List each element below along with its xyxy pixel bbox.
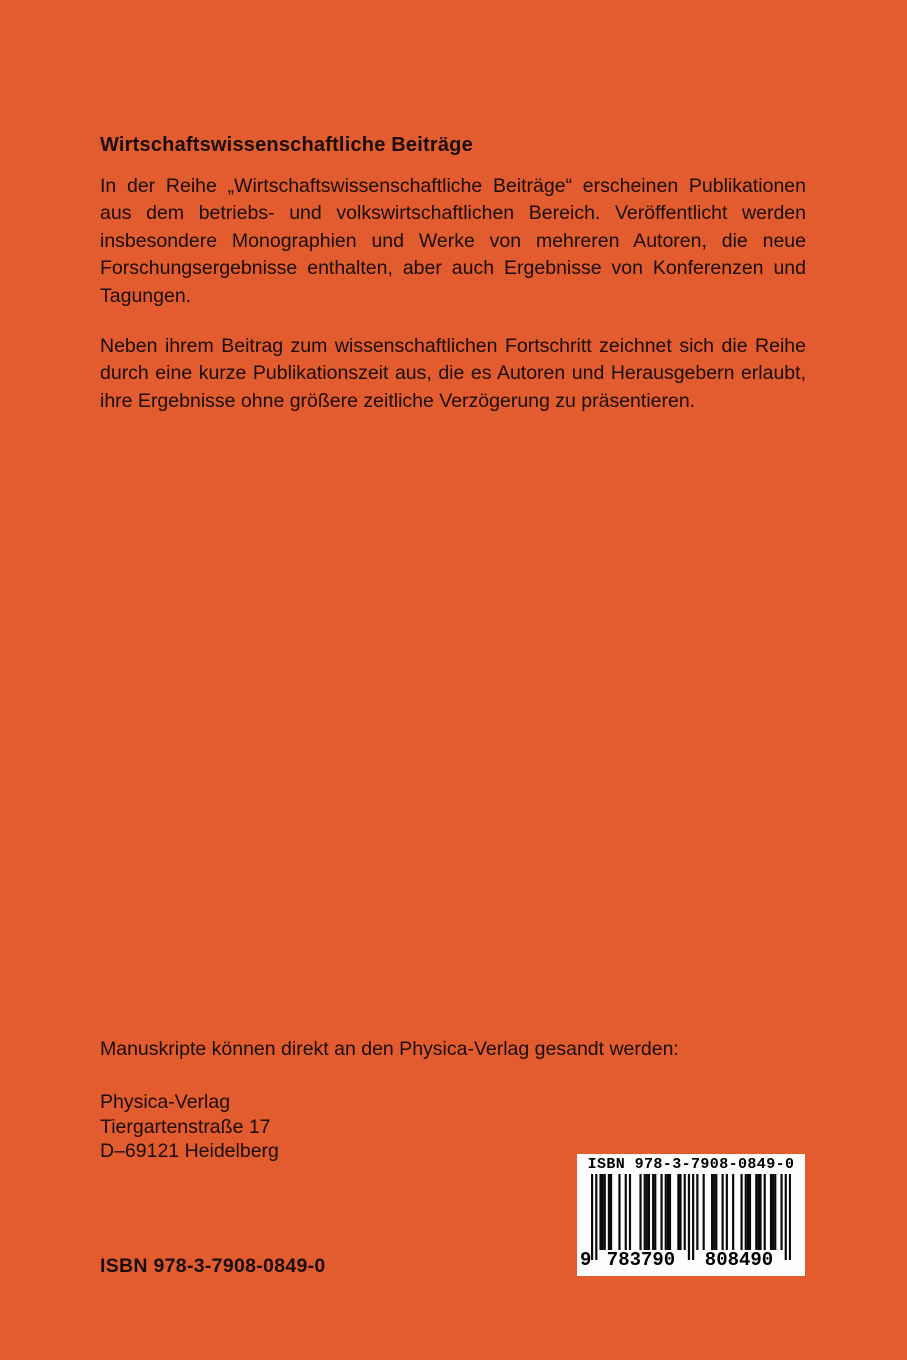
publisher-address xyxy=(100,1090,279,1164)
manuscript-note: Manuskripte können direkt an den Physica-Verlag gesandt werden: xyxy=(100,1038,679,1060)
series-paragraph-2: Neben ihrem Beitrag zum wissenschaftlichen Fortschritt zeichnet sich die Reihe durch eine kurze Publikationszeit aus, die es Autoren und Herausgebern erlaubt, ihre Ergebnisse ohne größere zeitliche Verzögerung zu präsentieren. xyxy=(100,335,806,412)
publisher-city: D–69121 Heidelberg xyxy=(100,1140,279,1163)
publisher-name: Physica-Verlag xyxy=(100,1091,231,1113)
series-title: Wirtschaftswissenschaftliche Beiträge xyxy=(100,134,473,156)
ean-barcode-icon xyxy=(591,1174,791,1260)
series-paragraph-1: In der Reihe „Wirtschaftswissenschaftliche Beiträge“ erscheinen Publikationen aus dem betriebs- und volkswirtschaftlichen Bereich. Veröffentlicht werden insbesondere Monographien und Werke von mehreren Autoren, die neue Forschungsergebnisse enthalten, aber auch Ergebnisse von Konferenzen und Tagungen. xyxy=(100,175,806,307)
isbn-text: ISBN 978-3-7908-0849-0 xyxy=(100,1255,326,1277)
series-description xyxy=(100,134,806,438)
ean-right-group: 808490 xyxy=(704,1249,774,1271)
ean-first-digit: 9 xyxy=(580,1249,592,1271)
ean-left-group: 783790 xyxy=(606,1249,676,1271)
publisher-street: Tiergartenstraße 17 xyxy=(100,1115,271,1138)
isbn-barcode-block xyxy=(577,1154,805,1276)
ean-digit-row xyxy=(580,1249,791,1275)
barcode-isbn-label: ISBN 978-3-7908-0849-0 xyxy=(587,1156,795,1173)
